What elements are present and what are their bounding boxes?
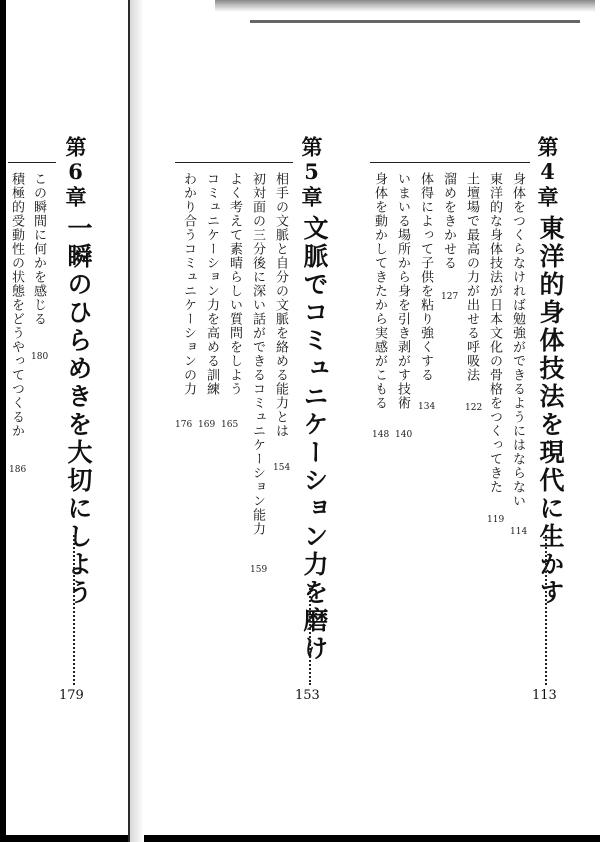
- section-5-1-title: 相手の文脈と自分の文脈を絡める能力とは: [273, 172, 288, 438]
- section-5-3-title: よく考えて素晴らしい質問をしよう: [227, 172, 242, 396]
- section-6-2-page: 186: [9, 465, 27, 475]
- section-4-3-title: 土壇場で最高の力が出せる呼吸法: [464, 172, 479, 382]
- chapter-4-title: 東洋的身体技法を現代に生かす: [536, 215, 565, 607]
- chapter-5-number: 第5章: [299, 136, 324, 209]
- chapter-5-leader: [309, 585, 311, 685]
- chapter-5-title: 文脈でコミュニケーション力を磨け: [300, 215, 329, 663]
- chapter-4-start-page: 113: [532, 688, 557, 703]
- section-4-6-page: 140: [395, 430, 413, 440]
- chapter-6-rule: [8, 162, 56, 163]
- section-4-1-title: 身体をつくらなければ勉強ができるようにはならない: [510, 172, 525, 508]
- section-4-1-page: 114: [510, 527, 528, 537]
- section-5-4-page: 169: [198, 420, 216, 430]
- section-4-3-page: 122: [465, 403, 483, 413]
- scan-edge-bottom: [0, 835, 600, 842]
- top-page-shadow: [215, 0, 595, 12]
- section-4-2-page: 119: [487, 515, 505, 525]
- section-5-4-title: コミュニケーション力を高める訓練: [204, 172, 219, 396]
- section-4-7-page: 148: [372, 430, 390, 440]
- scan-edge-left: [0, 0, 6, 842]
- gutter-shadow: [130, 0, 144, 842]
- chapter-5-rule: [175, 162, 293, 163]
- chapter-6-number: 第6章: [63, 136, 88, 209]
- section-4-5-title: 体得によって子供を粘り強くする: [418, 172, 433, 382]
- section-6-2-title: 積極的受動性の状態をどうやってつくるか: [9, 172, 24, 438]
- section-4-6-title: いまいる場所から身を引き剥がす技術: [395, 172, 410, 410]
- chapter-4-number: 第4章: [535, 136, 560, 209]
- section-4-5-page: 134: [418, 402, 436, 412]
- section-5-3-page: 165: [221, 420, 239, 430]
- chapter-6-title: 一瞬のひらめきを大切にしよう: [64, 215, 93, 607]
- section-4-7-title: 身体を動かしてきたから実感がこもる: [372, 172, 387, 410]
- section-6-1-title: この瞬間に何かを感じる: [31, 172, 46, 326]
- section-6-1-page: 180: [31, 352, 49, 362]
- chapter-4-leader: [545, 535, 547, 685]
- chapter-4-rule: [370, 162, 530, 163]
- chapter-6-leader: [73, 535, 75, 685]
- section-4-4-page: 127: [441, 292, 459, 302]
- section-5-2-title: 初対面の三分後に深い話ができるコミュニケーション能力: [250, 172, 265, 536]
- section-5-5-page: 176: [175, 420, 193, 430]
- section-5-2-page: 159: [250, 565, 268, 575]
- chapter-5-start-page: 153: [295, 688, 320, 703]
- section-5-5-title: わかり合うコミュニケーションの力: [181, 172, 196, 396]
- section-5-1-page: 154: [273, 463, 291, 473]
- page-top-mark: [250, 20, 580, 23]
- section-4-4-title: 溜めをきかせる: [441, 172, 456, 270]
- chapter-6-start-page: 179: [59, 688, 84, 703]
- section-4-2-title: 東洋的な身体技法が日本文化の骨格をつくってきた: [487, 172, 502, 494]
